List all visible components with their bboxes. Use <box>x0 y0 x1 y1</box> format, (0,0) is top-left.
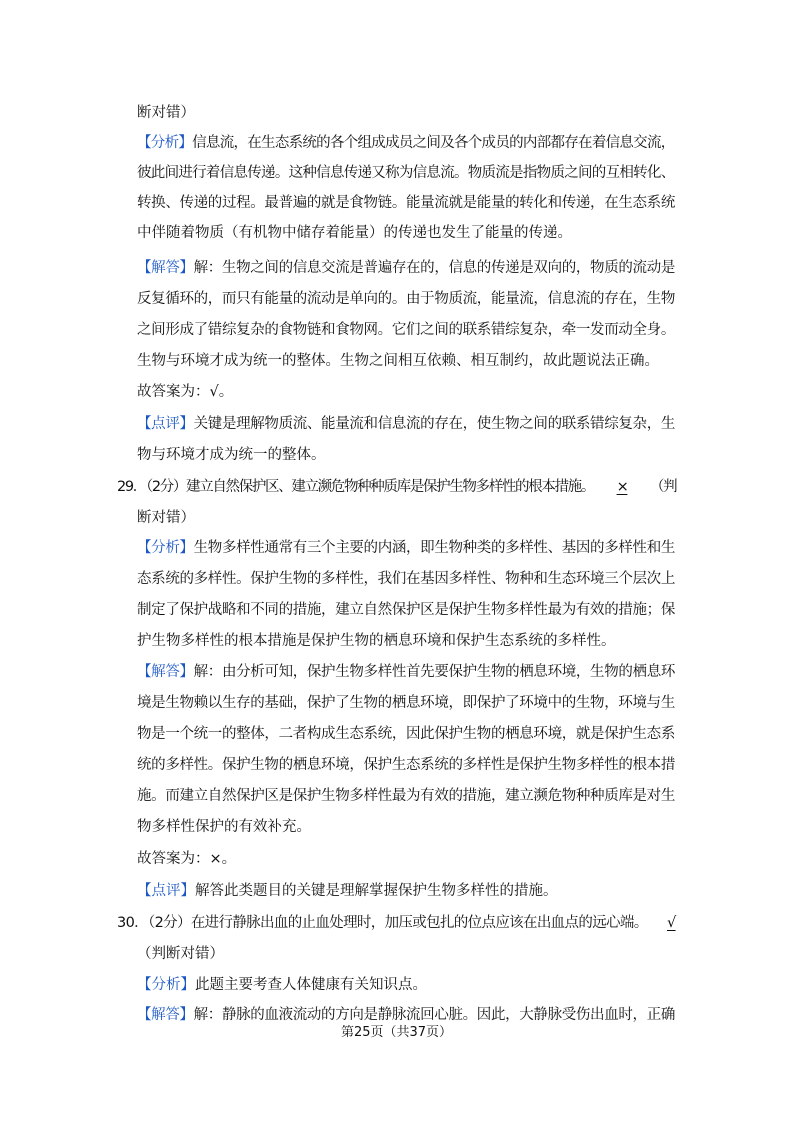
q28-answer-line: 之间形成了错综复杂的食物链和食物网。它们之间的联系错综复杂，牵一发而动全身。 <box>137 322 676 338</box>
q29-final-answer: 故答案为：×。 <box>137 851 237 867</box>
q29-answer-line: 境是生物赖以生存的基础，保护了生物的栖息环境，即保护了环境中的生物，环境与生 <box>137 695 676 711</box>
analysis-tag: 【分析】 <box>137 135 193 151</box>
question-number: 29． <box>117 479 146 495</box>
analysis-tag: 【分析】 <box>137 977 195 993</box>
q30-stem-tail: （判断对错） <box>137 946 224 962</box>
q30-stem: 30．（2分）在进行静脉出血的止血处理时，加压或包扎的位点应该在出血点的远心端。 √ <box>117 915 676 931</box>
answer-tag: 【解答】 <box>137 1007 194 1023</box>
answer-tag: 【解答】 <box>137 260 194 276</box>
q28-comment-line: 物与环境才成为统一的整体。 <box>137 447 326 463</box>
q28-comment: 【点评】关键是理解物质流、能量流和信息流的存在，使生物之间的联系错综复杂，生 <box>137 416 676 432</box>
answer-blank: × <box>616 479 628 495</box>
q28-answer: 【解答】解：生物之间的信息交流是普遍存在的，信息的传递是双向的，物质的流动是 <box>137 260 676 276</box>
q28-analysis-line: 中伴随着物质（有机物中储存着能量）的传递也发生了能量的传递。 <box>137 225 572 241</box>
q29-answer-line: 物是一个统一的整体，二者构成生态系统，因此保护生物的栖息环境，就是保护生态系 <box>137 726 676 742</box>
q29-stem-tail: 断对错） <box>137 510 195 526</box>
q30-answer: 【解答】解：静脉的血液流动的方向是静脉流回心脏。因此，大静脉受伤出血时，正确 <box>137 1007 676 1023</box>
analysis-tag: 【分析】 <box>137 540 194 556</box>
answer-tag: 【解答】 <box>137 664 194 680</box>
q28-analysis-line: 转换、传递的过程。最普遍的就是食物链。能量流就是能量的转化和传递，在生态系统 <box>137 195 676 211</box>
q29-stem: 29．（2分）建立自然保护区、建立濒危物种种质库是保护生物多样性的根本措施。 × （判 <box>117 479 677 495</box>
q28-analysis: 【分析】信息流，在生态系统的各个组成成员之间及各个成员的内部都存在着信息交流， <box>137 135 675 151</box>
page-footer: 第25页（共37页） <box>340 1025 453 1040</box>
comment-tag: 【点评】 <box>137 883 195 899</box>
q28-answer-line: 反复循环的，而只有能量的流动是单向的。由于物质流，能量流，信息流的存在，生物 <box>137 291 676 307</box>
q29-analysis-line: 护生物多样性的根本措施是保护生物的栖息环境和保护生态系统的多样性。 <box>137 633 616 649</box>
q29-analysis: 【分析】生物多样性通常有三个主要的内涵，即生物种类的多样性、基因的多样性和生 <box>137 540 676 556</box>
q28-analysis-line: 彼此间进行着信息传递。这种信息传递又称为信息流。物质流是指物质之间的互相转化、 <box>137 165 675 181</box>
q29-answer-line: 统的多样性。保护生物的栖息环境，保护生态系统的多样性是保护生物多样性的根本措 <box>137 757 676 773</box>
q29-analysis-line: 制定了保护战略和不同的措施，建立自然保护区是保护生物多样性最为有效的措施；保 <box>137 602 676 618</box>
q28-answer-line: 生物与环境才成为统一的整体。生物之间相互依赖、相互制约，故此题说法正确。 <box>137 353 659 369</box>
q29-comment: 【点评】解答此类题目的关键是理解掌握保护生物多样性的措施。 <box>137 883 558 899</box>
q29-analysis-line: 态系统的多样性。保护生物的多样性，我们在基因多样性、物种和生态环境三个层次上 <box>137 571 676 587</box>
q29-answer: 【解答】解：由分析可知，保护生物多样性首先要保护生物的栖息环境，生物的栖息环 <box>137 664 676 680</box>
q28-final-answer: 故答案为：√。 <box>137 384 234 400</box>
comment-tag: 【点评】 <box>137 416 194 432</box>
q29-answer-line: 物多样性保护的有效补充。 <box>137 819 311 835</box>
question-number: 30． <box>117 915 148 931</box>
q28-stem-tail: 断对错） <box>137 105 195 121</box>
answer-blank: √ <box>666 915 676 931</box>
q29-answer-line: 施。而建立自然保护区是保护生物多样性最为有效的措施，建立濒危物种种质库是对生 <box>137 788 676 804</box>
q30-analysis: 【分析】此题主要考查人体健康有关知识点。 <box>137 977 427 993</box>
